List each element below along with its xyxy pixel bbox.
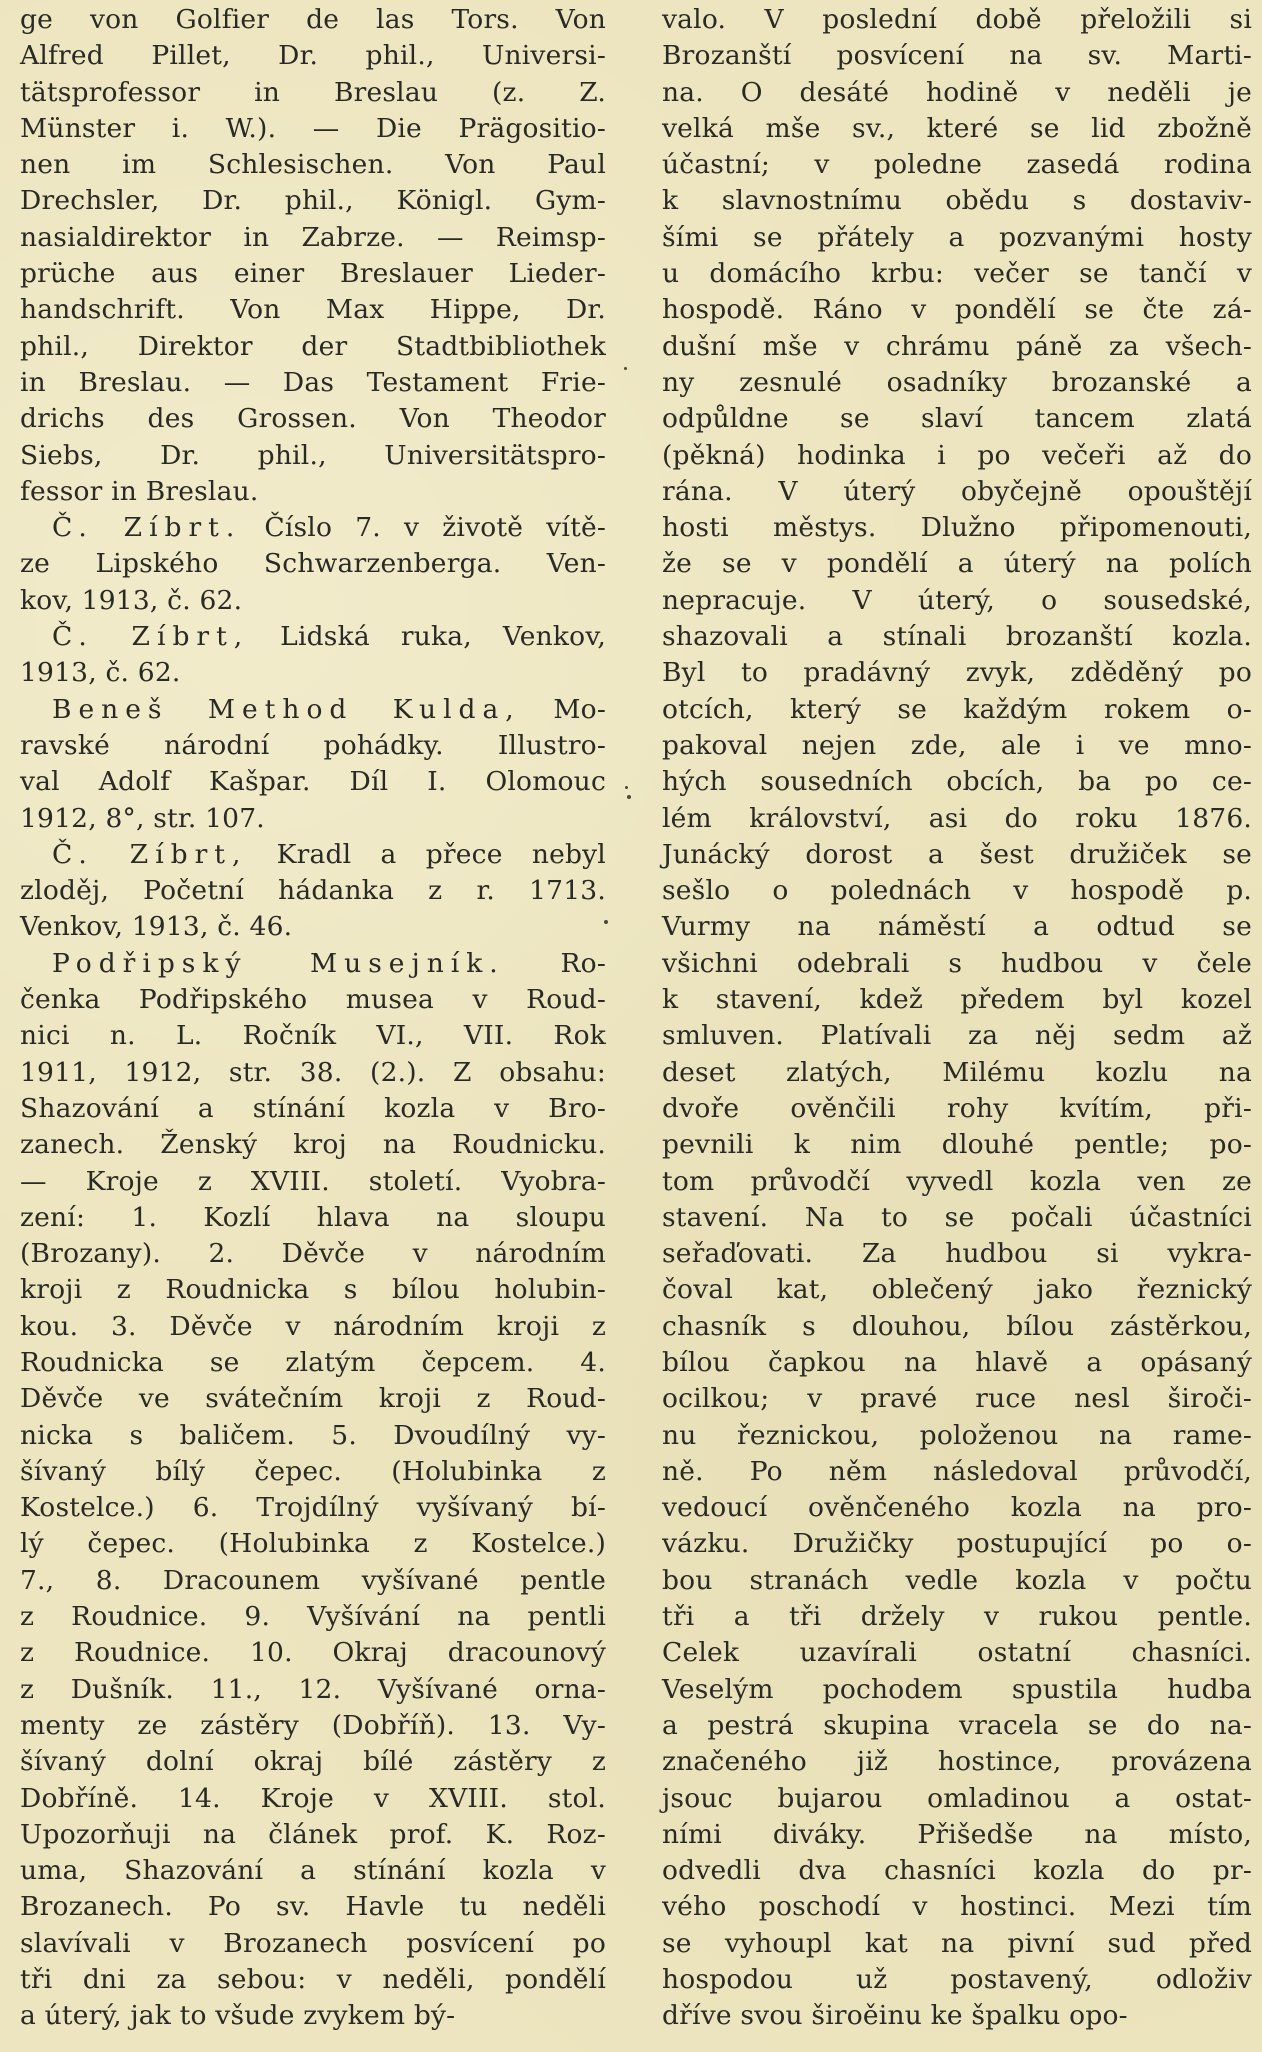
text-line: nu řeznickou, položenou na rame-	[662, 1419, 1252, 1451]
author-name: Č. Zíbrt.	[52, 512, 242, 544]
text-line: uma, Shazování a stínání kozla v	[20, 1855, 606, 1887]
text-line: Drechsler, Dr. phil., Königl. Gym-	[20, 185, 606, 217]
text-line: ocilkou; v pravé ruce nesl široči-	[662, 1383, 1252, 1415]
text-line: Roudnicka se zlatým čepcem. 4.	[20, 1346, 606, 1378]
text-line: Dobříně. 14. Kroje v XVIII. stol.	[20, 1782, 606, 1814]
text-line: Siebs, Dr. phil., Universitätspro-	[20, 439, 606, 471]
print-speck	[624, 367, 627, 370]
text-line: handschrift. Von Max Hippe, Dr.	[20, 294, 606, 326]
text-line: fessor in Breslau.	[20, 475, 259, 507]
text-line: ravské národní pohádky. Illustro-	[20, 729, 606, 761]
text-line: k stavení, kdež předem byl kozel	[662, 984, 1252, 1016]
text-line: ge von Golfier de las Tors. Von	[20, 4, 606, 35]
print-speck	[604, 920, 608, 924]
text-line: jsouc bujarou omladinou a ostat-	[662, 1782, 1252, 1814]
text-line: val Adolf Kašpar. Díl I. Olomouc	[20, 766, 606, 798]
text-line: vázku. Družičky postupující po o-	[662, 1528, 1252, 1560]
text-line: nepracuje. V úterý, o sousedské,	[662, 584, 1252, 616]
text-line: tři a tři držely v rukou pentle.	[662, 1601, 1252, 1633]
text-line: Shazování a stínání kozla v Bro-	[20, 1092, 606, 1124]
text-line: deset zlatých, Milému kozlu na	[662, 1056, 1252, 1088]
text-line: menty ze zástěry (Dobříň). 13. Vy-	[20, 1709, 606, 1741]
text-line: prüche aus einer Breslauer Lieder-	[20, 258, 606, 290]
text-line: čoval kat, oblečený jako řeznický	[662, 1274, 1252, 1306]
text-line: kroji z Roudnicka s bílou holubin-	[20, 1274, 606, 1306]
text-line: ními diváky. Přišedše na místo,	[662, 1818, 1252, 1850]
text-line: Alfred Pillet, Dr. phil., Universi-	[20, 40, 606, 72]
text-line: rána. V úterý obyčejně opouštějí	[662, 475, 1252, 507]
text-line: phil., Direktor der Stadtbibliothek	[20, 330, 606, 362]
text-line: bou stranách vedle kozla v počtu	[662, 1564, 1252, 1596]
text-line: tätsprofessor in Breslau (z. Z.	[20, 76, 606, 108]
text-line: tom průvodčí vyvedl kozla ven ze	[662, 1165, 1252, 1197]
text-line: Podřipský Musejník. Ro-	[52, 947, 606, 979]
text-line: shazovali a stínali brozanští kozla.	[662, 621, 1252, 653]
text-line: nicka s baličem. 5. Dvoudílný vy-	[20, 1419, 606, 1451]
text-line: z Dušník. 11., 12. Vyšívané orna-	[20, 1673, 606, 1705]
text-line: 7., 8. Dracounem vyšívané pentle	[20, 1564, 606, 1596]
text-line: Brozanští posvícení na sv. Marti-	[662, 40, 1252, 72]
text-line: hých sousedních obcích, ba po ce-	[662, 766, 1252, 798]
text-line: Münster i. W.). — Die Prägositio-	[20, 112, 606, 144]
text-line: šími se přátely a pozvanými hosty	[662, 221, 1252, 253]
text-line: Vurmy na náměstí a odtud se	[662, 911, 1252, 943]
text-line: tři dni za sebou: v neděli, pondělí	[20, 1964, 606, 1996]
author-name: Č. Zíbrt,	[52, 621, 250, 653]
text-line: ze Lipského Schwarzenberga. Ven-	[20, 548, 606, 580]
text-line: (Brozany). 2. Děvče v národním	[20, 1238, 606, 1270]
text-line: čenka Podřipského musea v Roud-	[20, 984, 606, 1016]
text-line: Byl to pradávný zvyk, zděděný po	[662, 657, 1252, 689]
left-column	[20, 2, 606, 2035]
text-line: sešlo o polednách v hospodě p.	[662, 875, 1252, 907]
text-line: všichni odebrali s hudbou v čele	[662, 947, 1252, 979]
text-line: dvoře ověnčili rohy kvítím, při-	[662, 1092, 1252, 1124]
text-line: nici n. L. Ročník VI., VII. Rok	[20, 1020, 606, 1052]
text-line: Děvče ve svátečním kroji z Roud-	[20, 1383, 606, 1415]
author-name: Č. Zíbrt,	[52, 838, 248, 870]
text-line: lém království, asi do roku 1876.	[662, 802, 1252, 834]
text-line: bílou čapkou na hlavě a opásaný	[662, 1346, 1252, 1378]
text-line: — Kroje z XVIII. století. Vyobra-	[20, 1165, 606, 1197]
text-line: 1912, 8°, str. 107.	[20, 802, 265, 834]
text-line: Beneš Method Kulda, Mo-	[52, 693, 606, 725]
text-line: pevnili k nim dlouhé pentle; po-	[662, 1129, 1252, 1161]
text-line: z Roudnice. 10. Okraj dracounový	[20, 1637, 606, 1669]
text-line: dříve svou široěinu ke špalku opo-	[662, 2000, 1128, 2032]
text-line: na. O desáté hodině v neděli je	[662, 76, 1252, 108]
text-line: slavívali v Brozanech posvícení po	[20, 1927, 606, 1959]
text-line: šívaný dolní okraj bílé zástěry z	[20, 1746, 606, 1778]
text-line: Celek uzavírali ostatní chasníci.	[662, 1637, 1252, 1669]
text-line: smluven. Platívali za něj sedm až	[662, 1020, 1252, 1052]
text-line: a úterý, jak to všude zvykem bý-	[20, 2000, 456, 2032]
text-line: in Breslau. — Das Testament Frie-	[20, 366, 606, 398]
text-line: nen im Schlesischen. Von Paul	[20, 149, 606, 181]
text-line: chasník s dlouhou, bílou zástěrkou,	[662, 1310, 1252, 1342]
text-line: pakoval nejen zde, ale i ve mno-	[662, 729, 1252, 761]
text-line: Junácký dorost a šest družiček se	[662, 838, 1252, 870]
text-line: z Roudnice. 9. Vyšívání na pentli	[20, 1601, 606, 1633]
text-line: šívaný bílý čepec. (Holubinka z	[20, 1455, 606, 1487]
text-line: ny zesnulé osadníky brozanské a	[662, 366, 1252, 398]
text-line: Upozorňuji na článek prof. K. Roz-	[20, 1818, 606, 1850]
text-line: zloděj, Početní hádanka z r. 1713.	[20, 875, 606, 907]
print-speck	[627, 795, 631, 799]
text-line: velká mše sv., které se lid zbožně	[662, 112, 1252, 144]
text-line: valo. V poslední době přeložili si	[662, 4, 1252, 35]
text-line: drichs des Grossen. Von Theodor	[20, 403, 606, 435]
text-line: kou. 3. Děvče v národním kroji z	[20, 1310, 606, 1342]
text-line: kov, 1913, č. 62.	[20, 584, 243, 616]
text-line: k slavnostnímu obědu s dostaviv-	[662, 185, 1252, 217]
right-column	[662, 2, 1252, 2035]
text-line: Brozanech. Po sv. Havle tu neděli	[20, 1891, 606, 1923]
text-line: otcích, který se každým rokem o-	[662, 693, 1252, 725]
text-line: značeného již hostince, provázena	[662, 1746, 1252, 1778]
text-line: Č. Zíbrt, Kradl a přece nebyl	[52, 838, 606, 870]
author-name: Beneš Method Kulda,	[52, 693, 521, 725]
text-line: se vyhoupl kat na pivní sud před	[662, 1927, 1252, 1959]
text-line: hosti městys. Dlužno připomenouti,	[662, 512, 1252, 544]
text-line: zení: 1. Kozlí hlava na sloupu	[20, 1201, 606, 1233]
text-line: účastní; v poledne zasedá rodina	[662, 149, 1252, 181]
text-line: a pestrá skupina vracela se do na-	[662, 1709, 1252, 1741]
text-line: hospodou už postavený, odloživ	[662, 1964, 1252, 1996]
text-line: Č. Zíbrt. Číslo 7. v životě vítě-	[52, 512, 606, 544]
text-line: odvedli dva chasníci kozla do pr-	[662, 1855, 1252, 1887]
author-name: Podřipský Musejník.	[52, 947, 505, 979]
text-line: ně. Po něm následoval průvodčí,	[662, 1455, 1252, 1487]
text-line: vedoucí ověnčeného kozla na pro-	[662, 1492, 1252, 1524]
text-line: lý čepec. (Holubinka z Kostelce.)	[20, 1528, 606, 1560]
text-line: že se v pondělí a úterý na polích	[662, 548, 1252, 580]
text-line: 1911, 1912, str. 38. (2.). Z obsahu:	[20, 1056, 606, 1088]
text-line: 1913, č. 62.	[20, 657, 181, 689]
text-line: dušní mše v chrámu páně za všech-	[662, 330, 1252, 362]
text-line: u domácího krbu: večer se tančí v	[662, 258, 1252, 290]
text-line: zanech. Ženský kroj na Roudnicku.	[20, 1129, 606, 1161]
print-speck	[625, 786, 628, 789]
text-line: Veselým pochodem spustila hudba	[662, 1673, 1252, 1705]
text-line: Č. Zíbrt, Lidská ruka, Venkov,	[52, 621, 606, 653]
text-line: nasialdirektor in Zabrze. — Reimsp-	[20, 221, 606, 253]
text-line: odpůldne se slaví tancem zlatá	[662, 403, 1252, 435]
text-line: (pěkná) hodinka i po večeři až do	[662, 439, 1252, 471]
text-line: seřaďovati. Za hudbou si vykra-	[662, 1238, 1252, 1270]
text-line: vého poschodí v hostinci. Mezi tím	[662, 1891, 1252, 1923]
text-line: Kostelce.) 6. Trojdílný vyšívaný bí-	[20, 1492, 606, 1524]
text-line: Venkov, 1913, č. 46.	[20, 911, 293, 943]
text-line: hospodě. Ráno v pondělí se čte zá-	[662, 294, 1252, 326]
text-line: stavení. Na to se počali účastníci	[662, 1201, 1252, 1233]
